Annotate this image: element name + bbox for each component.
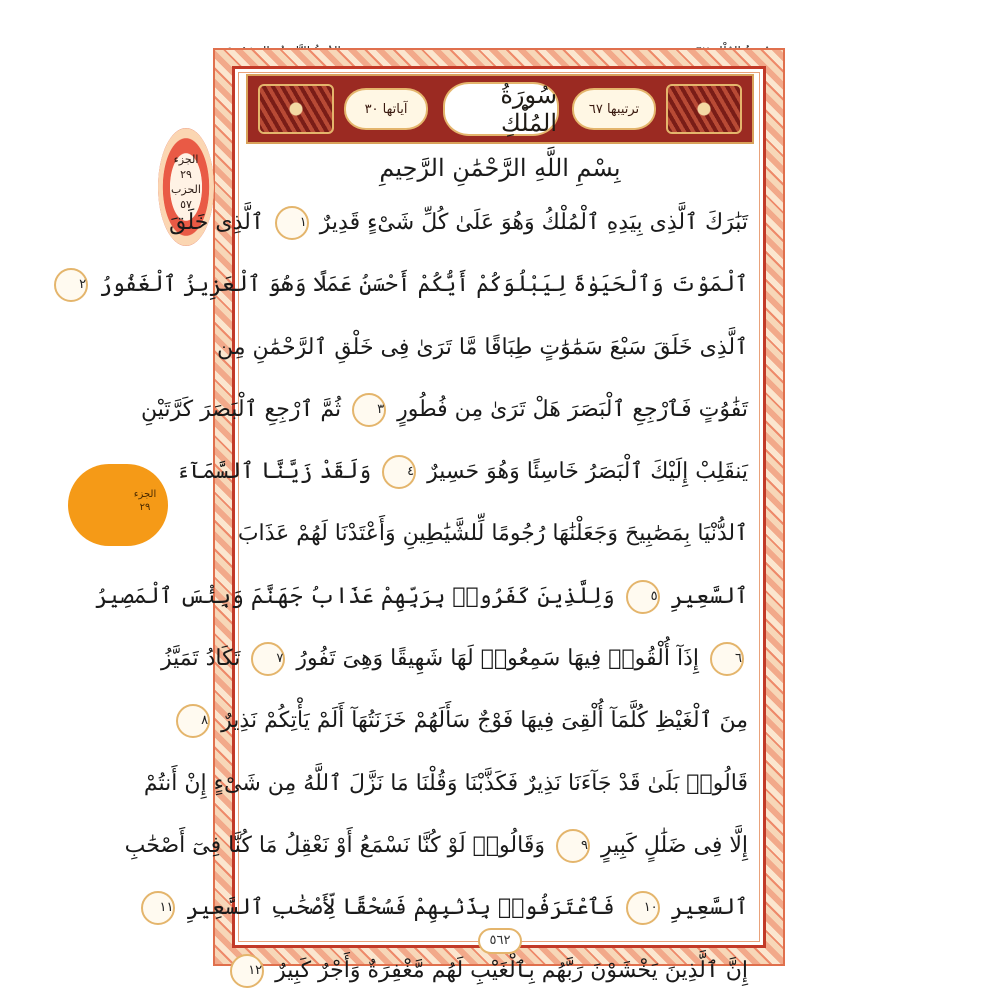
verse-text: مِنَ ٱلْغَيْظِ كُلَّمَآ أُلْقِىَ فِيهَا فَوْجٌ سَأَلَهُمْ خَزَنَتُهَآ أَلَمْ يَأْتِكُمْ نَذِيرٌ bbox=[221, 708, 748, 734]
juz-tab-number: ٢٩ bbox=[139, 502, 151, 513]
verse-text: ثُمَّ ٱرْجِعِ ٱلْبَصَرَ كَرَّتَيْنِ bbox=[140, 396, 342, 422]
verse-text: إِنَّ ٱلَّذِينَ يَخْشَوْنَ رَبَّهُم بِٱلْغَيْبِ لَهُم مَّغْفِرَةٌ وَأَجْرٌ كَبِيرٌ bbox=[275, 957, 748, 983]
ayah-number: ٦ bbox=[710, 642, 744, 676]
juz-thumb-tab-text bbox=[128, 488, 162, 514]
verse-text: تَبَٰرَكَ ٱلَّذِى بِيَدِهِ ٱلْمُلْكُ وَهُوَ عَلَىٰ كُلِّ شَىْءٍ قَدِيرٌ bbox=[319, 210, 748, 235]
ayah-number: ٤ bbox=[382, 455, 416, 489]
verse-line bbox=[201, 690, 748, 752]
hizb-label: الحزب bbox=[171, 183, 201, 196]
verse-line bbox=[176, 441, 748, 503]
verse-text: وَقَالُوا۟ لَوْ كُنَّا نَسْمَعُ أَوْ نَعْقِلُ مَا كُنَّا فِىٓ أَصْحَٰبِ bbox=[124, 832, 545, 858]
basmala: بِسْمِ اللَّهِ الرَّحْمَٰنِ الرَّحِيمِ bbox=[379, 154, 621, 182]
band-ornament-left bbox=[258, 84, 334, 134]
ayah-number: ٧ bbox=[251, 642, 285, 676]
verse-text: ٱلدُّنْيَا بِمَصَٰبِيحَ وَجَعَلْنَٰهَا رُجُومًا لِّلشَّيَٰطِينِ وَأَعْتَدْنَا لَهُمْ عَذَابَ bbox=[237, 521, 748, 547]
ayah-number: ٣ bbox=[352, 393, 386, 427]
verse-text: فَٱعْتَرَفُوا۟ بِذَنۢبِهِمْ فَسُحْقًا لِّأَصْحَٰبِ ٱلسَّعِيرِ bbox=[186, 895, 615, 921]
verse-line bbox=[95, 566, 748, 628]
verse-text: ٱلسَّعِيرِ bbox=[670, 895, 748, 921]
juz-tab-label: الجزء bbox=[133, 489, 157, 500]
verse-line bbox=[237, 503, 748, 565]
verse-line bbox=[143, 753, 748, 815]
verse-text: وَلَقَدْ زَيَّنَّا ٱلسَّمَآءَ bbox=[176, 459, 372, 485]
ayah-number: ٥ bbox=[626, 580, 660, 614]
verse-text: ٱلْمَوْتَ وَٱلْحَيَوٰةَ لِيَبْلُوَكُمْ أَيُّكُمْ أَحْسَنُ عَمَلًا وَهُوَ ٱلْعَزِيزُ ٱلْغَفُورُ bbox=[99, 272, 748, 298]
verse-text: وَلِلَّذِينَ كَفَرُوا۟ بِرَبِّهِمْ عَذَابُ جَهَنَّمَ وَبِئْسَ ٱلْمَصِيرُ bbox=[95, 583, 615, 609]
hizb-number: ٥٧ bbox=[180, 198, 192, 211]
verse-line bbox=[160, 628, 748, 690]
verse-line bbox=[140, 379, 748, 441]
verse-text: ٱلسَّعِيرِ bbox=[670, 583, 748, 609]
surah-order-cartouche: ترتيبها ٦٧ bbox=[572, 88, 656, 130]
verses-count-cartouche: آياتها ٣٠ bbox=[344, 88, 428, 130]
verse-text: قَالُوا۟ بَلَىٰ قَدْ جَآءَنَا نَذِيرٌ فَكَذَّبْنَا وَقُلْنَا مَا نَزَّلَ ٱللَّهُ مِن شَىْءٍ إِنْ أَنتُمْ bbox=[143, 770, 748, 796]
surah-title: سُورَةُ المُلْكِ bbox=[443, 82, 559, 136]
band-ornament-right bbox=[666, 84, 742, 134]
verse-text: إِذَآ أُلْقُوا۟ فِيهَا سَمِعُوا۟ لَهَا شَهِيقًا وَهِىَ تَفُورُ bbox=[296, 646, 699, 672]
verse-line bbox=[79, 254, 748, 316]
page-number: ٥٦٢ bbox=[478, 928, 522, 954]
surah-header-band bbox=[246, 74, 754, 144]
verse-text: تَكَادُ تَمَيَّزُ bbox=[160, 646, 241, 672]
verse-line bbox=[124, 815, 748, 877]
ayah-number: ٩ bbox=[556, 829, 590, 863]
ayah-number: ٢ bbox=[54, 268, 88, 302]
ayah-number: ٨ bbox=[176, 704, 210, 738]
verse-text: يَنقَلِبْ إِلَيْكَ ٱلْبَصَرُ خَاسِئًا وَهُوَ حَسِيرٌ bbox=[427, 459, 748, 485]
verse-line bbox=[217, 317, 748, 379]
verse-text: ٱلَّذِى خَلَقَ bbox=[169, 210, 264, 235]
ayah-number: ١ bbox=[275, 206, 309, 240]
ayah-number: ١٠ bbox=[626, 891, 660, 925]
juz-label: الجزء bbox=[173, 153, 199, 166]
juz-number: ٢٩ bbox=[180, 168, 192, 181]
ayah-number: ١٢ bbox=[230, 954, 264, 988]
ayah-number: ١١ bbox=[141, 891, 175, 925]
verse-text: ٱلَّذِى خَلَقَ سَبْعَ سَمَٰوَٰتٍ طِبَاقًا مَّا تَرَىٰ فِى خَلْقِ ٱلرَّحْمَٰنِ مِن bbox=[217, 334, 748, 360]
verse-text: إِلَّا فِى ضَلَٰلٍ كَبِيرٍ bbox=[600, 832, 748, 858]
verse-text: تَفَٰوُتٍ فَٱرْجِعِ ٱلْبَصَرَ هَلْ تَرَىٰ مِن فُطُورٍ bbox=[397, 396, 748, 422]
